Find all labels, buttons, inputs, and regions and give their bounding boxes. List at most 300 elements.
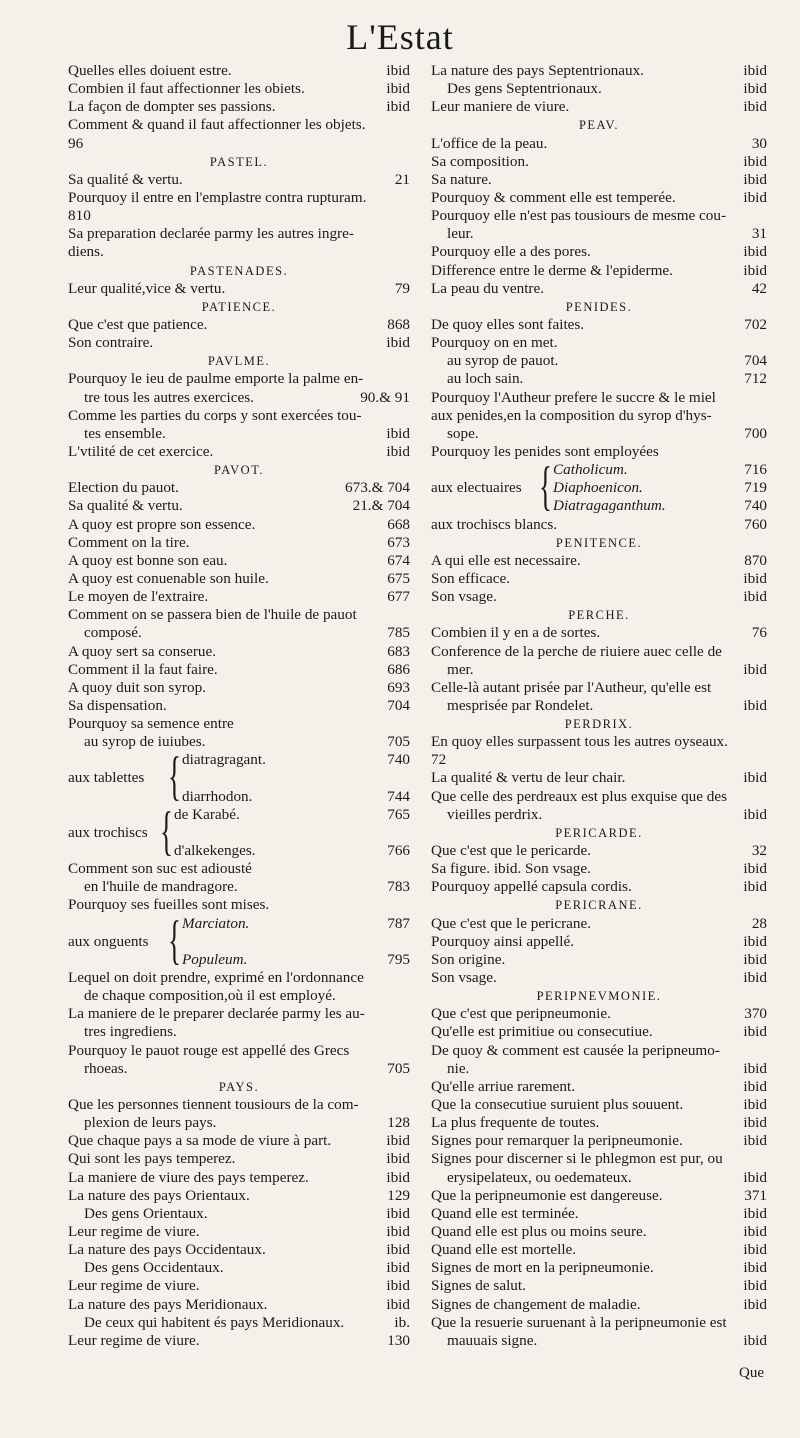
entry-text: PERIPNEVMONIE.: [536, 989, 662, 1004]
page-reference: ibid: [743, 170, 767, 188]
page-reference: 31: [751, 225, 767, 243]
page-reference: ibid: [743, 932, 767, 950]
index-entry: [68, 407, 410, 425]
index-entry: [68, 1187, 410, 1205]
page-reference: 795: [387, 950, 410, 968]
index-entry: [68, 788, 410, 806]
entry-text: diatragragant.: [182, 751, 266, 769]
entry-text: Sa qualité & vertu.: [68, 497, 183, 515]
index-entry: [68, 425, 410, 443]
page-reference: ibid: [743, 188, 767, 206]
entry-text: De quoy elles sont faites.: [431, 315, 585, 333]
index-entry: [68, 878, 410, 896]
page-reference: ibid: [743, 878, 767, 896]
entry-text: sope.: [447, 424, 479, 442]
entry-text: Diatragaganthum.: [553, 497, 666, 515]
page-reference: 677: [387, 588, 410, 606]
brace-group-trochiscs: [68, 800, 410, 861]
index-entry: [68, 534, 410, 552]
page-reference: 740: [387, 751, 410, 769]
entry-text: La peau du ventre.: [431, 279, 545, 297]
page-reference: 21.& 704: [352, 497, 410, 515]
index-entry: [431, 933, 767, 951]
page-reference: ibid: [386, 1223, 410, 1240]
index-entry: [431, 806, 767, 824]
index-entry: [68, 62, 410, 80]
entry-text: Leur qualité,vice & vertu.: [68, 279, 226, 297]
index-entry: [68, 80, 410, 98]
page-reference: 705: [387, 1059, 410, 1077]
entry-text: Son contraire.: [68, 334, 154, 352]
index-entry: [431, 769, 767, 787]
entry-text: Populeum.: [182, 950, 248, 968]
entry-text: diarrhodon.: [182, 787, 253, 805]
index-entry: [68, 896, 410, 914]
page-reference: 371: [744, 1186, 767, 1204]
entry-text: mauuais signe.: [447, 1331, 538, 1349]
page-reference: 674: [387, 551, 410, 569]
index-heading: [68, 1078, 410, 1096]
entry-text: Conference de la perche de riuiere auec celle de: [431, 642, 722, 660]
page-reference: ibid: [743, 588, 767, 606]
entry-text: Sa dispensation.: [68, 696, 167, 714]
entry-text: Le moyen de l'extraire.: [68, 588, 209, 606]
entry-text: La nature des pays Meridionaux.: [68, 1295, 268, 1313]
entry-text: PERICARDE.: [555, 825, 643, 840]
page-reference: 42: [751, 279, 767, 297]
page-reference: ibid: [386, 80, 410, 98]
page-reference: ibid: [743, 1132, 767, 1150]
entry-text: Lequel on doit prendre, exprimé en l'ordonnance: [68, 969, 364, 987]
index-entry: [431, 1096, 767, 1114]
index-entry: [68, 207, 410, 225]
entry-text: Comment il la faut faire.: [68, 660, 218, 678]
entry-text: au loch sain.: [447, 370, 524, 388]
entry-text: PASTENADES.: [189, 263, 289, 278]
index-entry: [431, 262, 767, 280]
page-reference: ibid: [386, 1150, 410, 1168]
index-column-left: [68, 62, 410, 1350]
page-reference: ibid: [743, 769, 767, 787]
entry-text: Que les personnes tiennent tousiours de la com-: [68, 1096, 359, 1114]
entry-text: L'office de la peau.: [431, 134, 548, 152]
index-entry: [68, 1005, 410, 1023]
entry-text: au syrop de pauot.: [447, 352, 559, 370]
index-entry: [68, 860, 410, 878]
index-entry: [68, 497, 410, 515]
entry-text: Leur maniere de viure.: [431, 98, 570, 116]
entry-text: Que c'est que le pericarde.: [431, 842, 592, 860]
page-reference: ibid: [386, 1277, 410, 1295]
index-entry: [431, 1169, 767, 1187]
entry-text: Sa nature.: [431, 170, 492, 188]
entry-text: Signes de changement de maladie.: [431, 1295, 641, 1313]
page-reference: ibid: [743, 261, 767, 279]
page-reference: ibid: [386, 62, 410, 79]
index-entry: [431, 860, 767, 878]
entry-text: Signes pour remarquer la peripneumonie.: [431, 1132, 683, 1150]
page-reference: 868: [387, 315, 410, 333]
page-reference: ibid: [743, 1331, 767, 1349]
page-reference: ibid: [743, 660, 767, 678]
page-reference: ibid: [743, 80, 767, 98]
index-entry: [68, 171, 410, 189]
curly-brace-icon: {: [160, 800, 173, 861]
index-entry: [68, 1277, 410, 1295]
page-reference: 129: [387, 1186, 410, 1204]
entry-text: tes ensemble.: [84, 424, 166, 442]
page-reference: 673.& 704: [345, 479, 410, 497]
index-entry: [431, 1132, 767, 1150]
entry-text: A quoy est propre son essence.: [68, 515, 256, 533]
entry-text: Difference entre le derme & l'epiderme.: [431, 261, 673, 279]
index-entry: [68, 987, 410, 1005]
page-reference: 693: [387, 678, 410, 696]
entry-text: Que chaque pays a sa mode de viure à part.: [68, 1132, 332, 1150]
entry-text: Pourquoy le ieu de paulme emporte la palme en-: [68, 370, 364, 388]
entry-text: au syrop de iuiubes.: [84, 733, 206, 751]
entry-text: Pourquoy & comment elle est temperée.: [431, 188, 676, 206]
entry-text: PAYS.: [218, 1079, 260, 1094]
entry-text: Que celle des perdreaux est plus exquise que des: [431, 787, 728, 805]
index-entry: [68, 915, 410, 933]
entry-text: PENITENCE.: [555, 535, 643, 550]
entry-text: Diaphoenicon.: [553, 479, 643, 497]
entry-text: PEAV.: [578, 118, 620, 133]
entry-text: A quoy est bonne son eau.: [68, 551, 228, 569]
index-heading: [431, 298, 767, 316]
index-entry: [431, 1296, 767, 1314]
entry-text: Pourquoy il entre en l'emplastre contra rupturam.: [68, 188, 367, 206]
entry-text: La maniere de le preparer declarée parmy les au-: [68, 1005, 365, 1023]
page-reference: 668: [387, 515, 410, 533]
index-heading: [68, 153, 410, 171]
page-reference: ibid: [743, 569, 767, 587]
index-heading: [431, 896, 767, 914]
entry-text: Quand elle est mortelle.: [431, 1241, 577, 1259]
page-reference: ibid: [743, 1023, 767, 1041]
page-reference: 783: [387, 878, 410, 896]
entry-text: Pourquoy elle n'est pas tousiours de mesme cou-: [431, 207, 727, 225]
page-reference: ibid: [743, 969, 767, 987]
index-entry: [431, 334, 767, 352]
index-entry: [68, 715, 410, 733]
index-entry: [431, 135, 767, 153]
index-entry: [68, 189, 410, 207]
entry-text: rhoeas.: [84, 1059, 128, 1077]
page-reference: 787: [387, 914, 410, 932]
brace-label: aux tablettes: [68, 769, 145, 787]
index-entry: [431, 497, 767, 515]
page-reference: 765: [387, 805, 410, 823]
index-entry: [431, 643, 767, 661]
index-entry: [68, 606, 410, 624]
index-entry: [431, 407, 767, 425]
index-entry: [431, 751, 767, 769]
page-reference: 716: [744, 461, 767, 479]
entry-text: Qui sont les pays temperez.: [68, 1150, 236, 1168]
page-reference: 76: [751, 624, 767, 642]
page-reference: 28: [751, 914, 767, 932]
entry-text: vieilles perdrix.: [447, 805, 543, 823]
entry-text: La nature des pays Orientaux.: [68, 1186, 250, 1204]
index-entry: [68, 697, 410, 715]
entry-text: Son vsage.: [431, 588, 497, 606]
page-reference: ibid: [743, 1114, 767, 1132]
index-entry: [68, 751, 410, 769]
index-entry: [431, 1042, 767, 1060]
entry-text: PENIDES.: [565, 299, 633, 314]
page-reference: 683: [387, 642, 410, 660]
index-entry: [68, 951, 410, 969]
index-entry: [431, 1223, 767, 1241]
entry-text: Des gens Occidentaux.: [84, 1259, 224, 1277]
index-entry: [68, 824, 410, 842]
entry-text: leur.: [447, 225, 474, 243]
entry-text: de Karabé.: [174, 805, 240, 823]
page-reference: 30: [751, 134, 767, 152]
index-column-right: [431, 62, 767, 1350]
entry-text: La qualité & vertu de leur chair.: [431, 769, 626, 787]
index-entry: [68, 1042, 410, 1060]
entry-text: Que la consecutiue suruient plus souuent.: [431, 1096, 684, 1114]
index-entry: [68, 243, 410, 261]
index-entry: [431, 1332, 767, 1350]
entry-text: Comment & quand il faut affectionner les objets.: [68, 116, 366, 134]
entry-text: Pourquoy le pauot rouge est appellé des Grecs: [68, 1041, 350, 1059]
index-entry: [431, 788, 767, 806]
index-entry: [68, 842, 410, 860]
entry-text: Leur regime de viure.: [68, 1331, 200, 1349]
index-entry: [68, 225, 410, 243]
entry-text: Comment son suc est adiousté: [68, 860, 252, 878]
entry-text: Leur regime de viure.: [68, 1223, 200, 1240]
index-entry: [431, 661, 767, 679]
entry-text: Son vsage.: [431, 969, 497, 987]
index-entry: [431, 62, 767, 80]
entry-text: d'alkekenges.: [174, 842, 256, 860]
entry-text: Pourquoy ses fueilles sont mises.: [68, 896, 270, 914]
page-reference: ibid: [743, 243, 767, 261]
index-entry: [68, 1096, 410, 1114]
page-reference: ibid: [743, 1059, 767, 1077]
index-entry: [431, 98, 767, 116]
index-entry: [431, 1241, 767, 1259]
brace-group-onguents: [68, 909, 410, 970]
index-entry: [68, 969, 410, 987]
page-reference: ibid: [386, 1295, 410, 1313]
entry-text: Pourquoy les penides sont employées: [431, 442, 659, 460]
entry-text: Marciaton.: [182, 914, 250, 932]
index-entry: [68, 98, 410, 116]
entry-text: Pourquoy on en met.: [431, 334, 558, 352]
entry-text: Catholicum.: [553, 461, 628, 479]
entry-text: mer.: [447, 660, 474, 678]
entry-text: La façon de dompter ses passions.: [68, 98, 276, 116]
index-entry: [68, 1205, 410, 1223]
page-reference: 675: [387, 569, 410, 587]
entry-text: De ceux qui habitent és pays Meridionaux.: [84, 1313, 345, 1331]
index-entry: [68, 733, 410, 751]
page-reference: 79: [394, 279, 410, 297]
entry-text: PATIENCE.: [201, 299, 277, 314]
index-entry: [68, 1332, 410, 1350]
entry-text: en l'huile de mandragore.: [84, 878, 238, 896]
page-reference: 673: [387, 533, 410, 551]
entry-text: Que la resuerie suruenant à la peripneumonie est: [431, 1313, 727, 1331]
page-reference: ibid: [743, 1259, 767, 1277]
index-entry: [431, 461, 767, 479]
catchword: Que: [739, 1365, 764, 1381]
entry-text: PAVLME.: [207, 354, 271, 369]
entry-text: Quand elle est plus ou moins seure.: [431, 1223, 647, 1240]
index-entry: [68, 116, 410, 134]
page-reference: 90.& 91: [360, 388, 410, 406]
entry-text: La nature des pays Occidentaux.: [68, 1241, 266, 1259]
page-reference: ibid: [743, 62, 767, 79]
index-entry: [68, 661, 410, 679]
page-reference: ibid: [743, 152, 767, 170]
page-reference: ibid: [386, 1259, 410, 1277]
brace-group-tablettes: [68, 746, 410, 807]
entry-text: Sa composition.: [431, 152, 529, 170]
page-reference: ibid: [743, 1077, 767, 1095]
index-entry: [68, 1150, 410, 1168]
page-reference: ibid: [386, 334, 410, 352]
entry-text: Celle-là autant prisée par l'Autheur, qu'elle est: [431, 678, 712, 696]
entry-text: Sa qualité & vertu.: [68, 170, 183, 188]
index-entry: [431, 1150, 767, 1168]
page-reference: ibid: [386, 1132, 410, 1150]
page-reference: ib.: [394, 1313, 410, 1331]
entry-text: composé.: [84, 624, 142, 642]
entry-text: tre tous les autres exercices.: [84, 388, 254, 406]
page-reference: ibid: [386, 98, 410, 116]
index-entry: [68, 370, 410, 388]
index-entry: [68, 643, 410, 661]
entry-text: Comment on la tire.: [68, 533, 190, 551]
index-entry: [68, 389, 410, 407]
page-reference: 700: [744, 424, 767, 442]
index-entry: [68, 1259, 410, 1277]
page-reference: ibid: [743, 860, 767, 878]
running-head: L'Estat: [346, 17, 454, 57]
entry-text: Signes de salut.: [431, 1277, 526, 1295]
entry-text: Pourquoy appellé capsula cordis.: [431, 878, 632, 896]
index-entry: [431, 316, 767, 334]
entry-text: mesprisée par Rondelet.: [447, 696, 594, 714]
entry-text: 810: [68, 207, 91, 225]
index-entry: [431, 1005, 767, 1023]
index-entry: [431, 171, 767, 189]
entry-text: A quoy est conuenable son huile.: [68, 569, 269, 587]
page-reference: 740: [744, 497, 767, 515]
index-entry: [431, 1259, 767, 1277]
entry-text: Signes de mort en la peripneumonie.: [431, 1259, 654, 1277]
index-entry: [431, 370, 767, 388]
index-entry: [68, 1223, 410, 1241]
index-entry: [68, 1314, 410, 1332]
page-reference: 760: [744, 515, 767, 533]
brace-label: aux electuaires: [431, 479, 522, 497]
index-entry: [431, 1277, 767, 1295]
page-reference: 128: [387, 1114, 410, 1132]
index-heading: [68, 298, 410, 316]
entry-text: Pourquoy ainsi appellé.: [431, 932, 574, 950]
page-reference: ibid: [743, 1277, 767, 1295]
page-reference: 370: [744, 1005, 767, 1023]
entry-text: Quelles elles doiuent estre.: [68, 62, 232, 79]
page-reference: 704: [744, 352, 767, 370]
entry-text: A quoy duit son syrop.: [68, 678, 206, 696]
curly-brace-icon: {: [539, 456, 552, 517]
page-reference: ibid: [743, 1204, 767, 1222]
index-entry: [431, 1314, 767, 1332]
entry-text: de chaque composition,où il est employé.: [84, 987, 336, 1005]
index-entry: [68, 1114, 410, 1132]
page-reference: ibid: [386, 1241, 410, 1259]
index-entry: [68, 624, 410, 642]
index-entry: [68, 316, 410, 334]
index-entry: [431, 1205, 767, 1223]
entry-text: Pourquoy l'Autheur prefere le succre & le miel: [431, 388, 716, 406]
entry-text: plexion de leurs pays.: [84, 1114, 217, 1132]
entry-text: En quoy elles surpassent tous les autres oyseaux.: [431, 733, 728, 751]
index-entry: [68, 1060, 410, 1078]
index-entry: [431, 733, 767, 751]
entry-text: aux penides,en la composition du syrop d'hys-: [431, 406, 712, 424]
index-entry: [431, 969, 767, 987]
entry-text: Que c'est que patience.: [68, 315, 208, 333]
index-heading: [68, 461, 410, 479]
entry-text: Qu'elle arriue rarement.: [431, 1077, 575, 1095]
entry-text: Comme les parties du corps y sont exercées tou-: [68, 406, 362, 424]
page-reference: ibid: [743, 98, 767, 116]
page-reference: 686: [387, 660, 410, 678]
index-entry: [431, 516, 767, 534]
page-reference: ibid: [743, 950, 767, 968]
page-reference: 21: [394, 170, 410, 188]
entry-text: Que la peripneumonie est dangereuse.: [431, 1186, 663, 1204]
entry-text: A qui elle est necessaire.: [431, 551, 581, 569]
page-reference: 744: [387, 787, 410, 805]
index-entry: [431, 697, 767, 715]
index-entry: [431, 588, 767, 606]
entry-text: diens.: [68, 243, 104, 261]
page-reference: ibid: [743, 1295, 767, 1313]
page-reference: ibid: [386, 1204, 410, 1222]
entry-text: Comment on se passera bien de l'huile de pauot: [68, 606, 357, 624]
page-reference: 712: [744, 370, 767, 388]
entry-text: Son origine.: [431, 950, 506, 968]
entry-text: A quoy sert sa conserue.: [68, 642, 217, 660]
index-entry: [431, 1187, 767, 1205]
entry-text: nie.: [447, 1059, 470, 1077]
entry-text: La nature des pays Septentrionaux.: [431, 62, 644, 79]
page-reference: 766: [387, 842, 410, 860]
entry-text: L'vtilité de cet exercice.: [68, 442, 214, 460]
index-entry: [68, 1169, 410, 1187]
index-heading: [431, 534, 767, 552]
index-entry: [431, 389, 767, 407]
entry-text: Combien il y en a de sortes.: [431, 624, 601, 642]
entry-text: La maniere de viure des pays temperez.: [68, 1168, 309, 1186]
index-entry: [68, 1241, 410, 1259]
index-entry: [68, 1023, 410, 1041]
index-entry: [68, 135, 410, 153]
index-entry: [431, 1114, 767, 1132]
index-entry: [68, 588, 410, 606]
